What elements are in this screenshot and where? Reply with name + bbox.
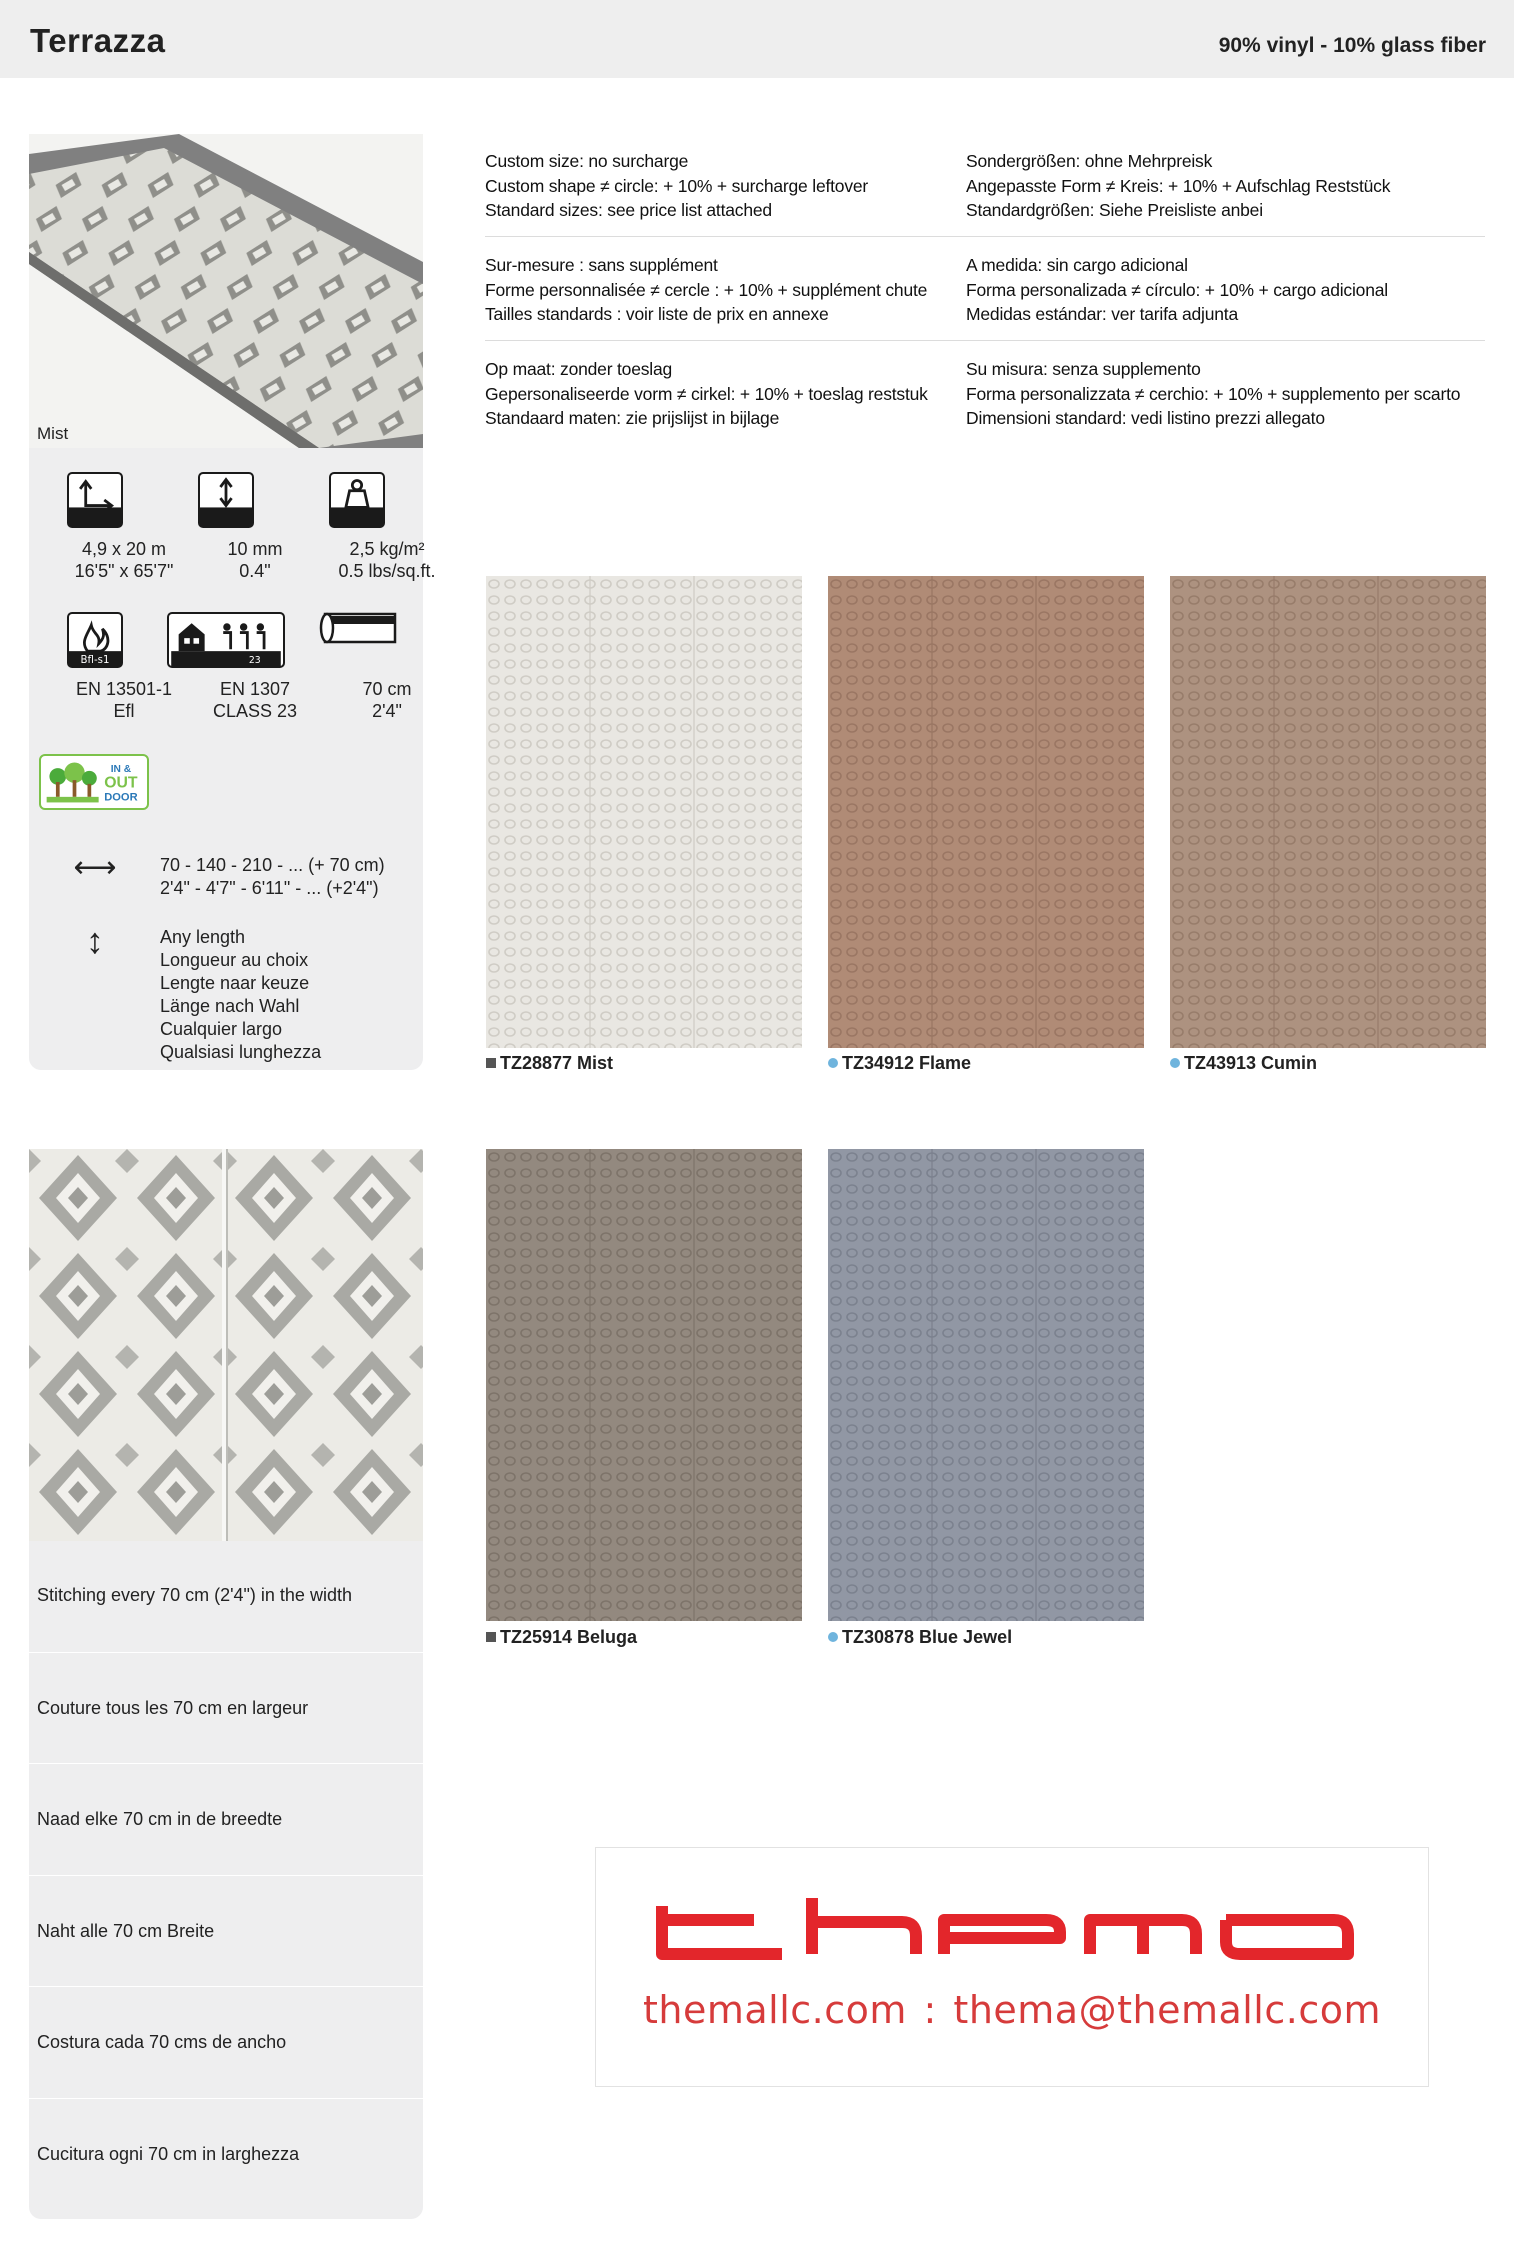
stitching-note-german: Naht alle 70 cm Breite <box>29 1875 423 1986</box>
swatch-cumin[interactable] <box>1170 576 1486 1048</box>
svg-text:OUT: OUT <box>104 774 138 792</box>
info-italian: Su misura: senza supplemento Forma personalizzata ≠ cerchio: + 10% + supplemento per scarto Dimensioni standard: vedi listino prezzi allegato <box>966 359 1461 428</box>
page-header <box>0 0 1514 78</box>
roll-width-icon <box>319 610 397 650</box>
usage-class-text: EN 1307 CLASS 23 <box>212 679 298 721</box>
svg-text:DOOR: DOOR <box>104 791 138 804</box>
info-spanish: A medida: sin cargo adicional Forma personalizada ≠ círculo: + 10% + cargo adicional Medidas estándar: ver tarifa adjunta <box>966 255 1388 324</box>
fire-rating-text: EN 13501-1 Efl <box>75 679 173 721</box>
material-composition: 90% vinyl - 10% glass fiber <box>1218 34 1486 57</box>
info-german: Sondergrößen: ohne Mehrpreisk Angepasste Form ≠ Kreis: + 10% + Aufschlag Reststück Standardgrößen: Siehe Preisliste anbei <box>966 151 1391 220</box>
weight-icon <box>329 472 385 528</box>
available-lengths: Any length Longueur au choix Lengte naar keuze Länge nach Wahl Cualquier largo Qualsiasi lunghezza <box>160 927 322 1062</box>
stitching-note-french: Couture tous les 70 cm en largeur <box>29 1652 423 1763</box>
roll-width-text: 70 cm 2'4" <box>362 679 412 721</box>
swatch-marker <box>486 1058 496 1068</box>
thickness-text: 10 mm 0.4" <box>227 539 283 581</box>
swatch-blue-jewel[interactable] <box>828 1149 1144 1621</box>
email-link[interactable]: thema@themallc.com <box>953 1988 1381 2032</box>
logo-contact: themallc.com : thema@themallc.com <box>643 1988 1381 2032</box>
width-arrow-icon: ⟷ <box>73 851 117 884</box>
divider <box>485 236 1485 237</box>
info-dutch: Op maat: zonder toeslag Gepersonaliseerde vorm ≠ cirkel: + 10% + toeslag reststuk Standaard maten: zie prijslijst in bijlage <box>485 359 928 428</box>
available-widths: 70 - 140 - 210 - ... (+ 70 cm) 2'4" - 4'7" - 6'11" - ... (+2'4") <box>160 855 385 898</box>
swatch-label-blue-jewel: TZ30878 Blue Jewel <box>828 1627 1012 1648</box>
weight-text: 2,5 kg/m² 0.5 lbs/sq.ft. <box>338 539 436 581</box>
svg-text:23: 23 <box>248 655 261 667</box>
swatch-marker <box>828 1058 838 1068</box>
stitching-note-dutch: Naad elke 70 cm in de breedte <box>29 1763 423 1874</box>
stitching-note-spanish: Costura cada 70 cms de ancho <box>29 1986 423 2097</box>
stitching-note-italian: Cucitura ogni 70 cm in larghezza <box>29 2098 423 2209</box>
page-title: Terrazza <box>30 22 166 59</box>
info-english: Custom size: no surcharge Custom shape ≠ circle: + 10% + surcharge leftover Standard sizes: see price list attached <box>485 151 869 220</box>
swatch-label-beluga: TZ25914 Beluga <box>486 1627 637 1648</box>
stitching-note-english: Stitching every 70 cm (2'4") in the width <box>37 1585 352 1605</box>
thema-logo-wordmark <box>654 1898 1372 1962</box>
stitching-panel <box>29 1149 423 2219</box>
fire-rating-icon <box>67 612 123 668</box>
length-arrow-icon: ↕ <box>86 920 104 961</box>
website-link[interactable]: themallc.com <box>643 1988 907 2032</box>
divider <box>485 340 1485 341</box>
usage-class-icon <box>167 612 285 668</box>
indoor-outdoor-badge <box>39 754 149 810</box>
svg-text:Bfl-s1: Bfl-s1 <box>80 655 110 667</box>
swatch-mist[interactable] <box>486 576 802 1048</box>
swatch-label-flame: TZ34912 Flame <box>828 1053 971 1074</box>
roll-size-icon <box>67 472 123 528</box>
svg-text:IN &: IN & <box>110 763 132 775</box>
swatch-label-mist: TZ28877 Mist <box>486 1053 613 1074</box>
swatch-flame[interactable] <box>828 576 1144 1048</box>
swatch-label-cumin: TZ43913 Cumin <box>1170 1053 1317 1074</box>
swatch-marker <box>828 1632 838 1642</box>
roll-size-text: 4,9 x 20 m 16'5" x 65'7" <box>74 539 174 581</box>
thickness-icon <box>198 472 254 528</box>
info-french: Sur-mesure : sans supplément Forme personnalisée ≠ cercle : + 10% + supplément chute Tailles standards : voir liste de prix en annexe <box>485 255 928 324</box>
thema-logo-box <box>595 1847 1429 2087</box>
photo-color-label: Mist <box>37 424 69 443</box>
rug-runner-photo <box>29 134 423 448</box>
swatch-marker <box>1170 1058 1180 1068</box>
spec-panel <box>29 134 436 1070</box>
swatch-beluga[interactable] <box>486 1149 802 1621</box>
swatch-marker <box>486 1632 496 1642</box>
stitching-closeup-photo <box>29 1149 423 1541</box>
